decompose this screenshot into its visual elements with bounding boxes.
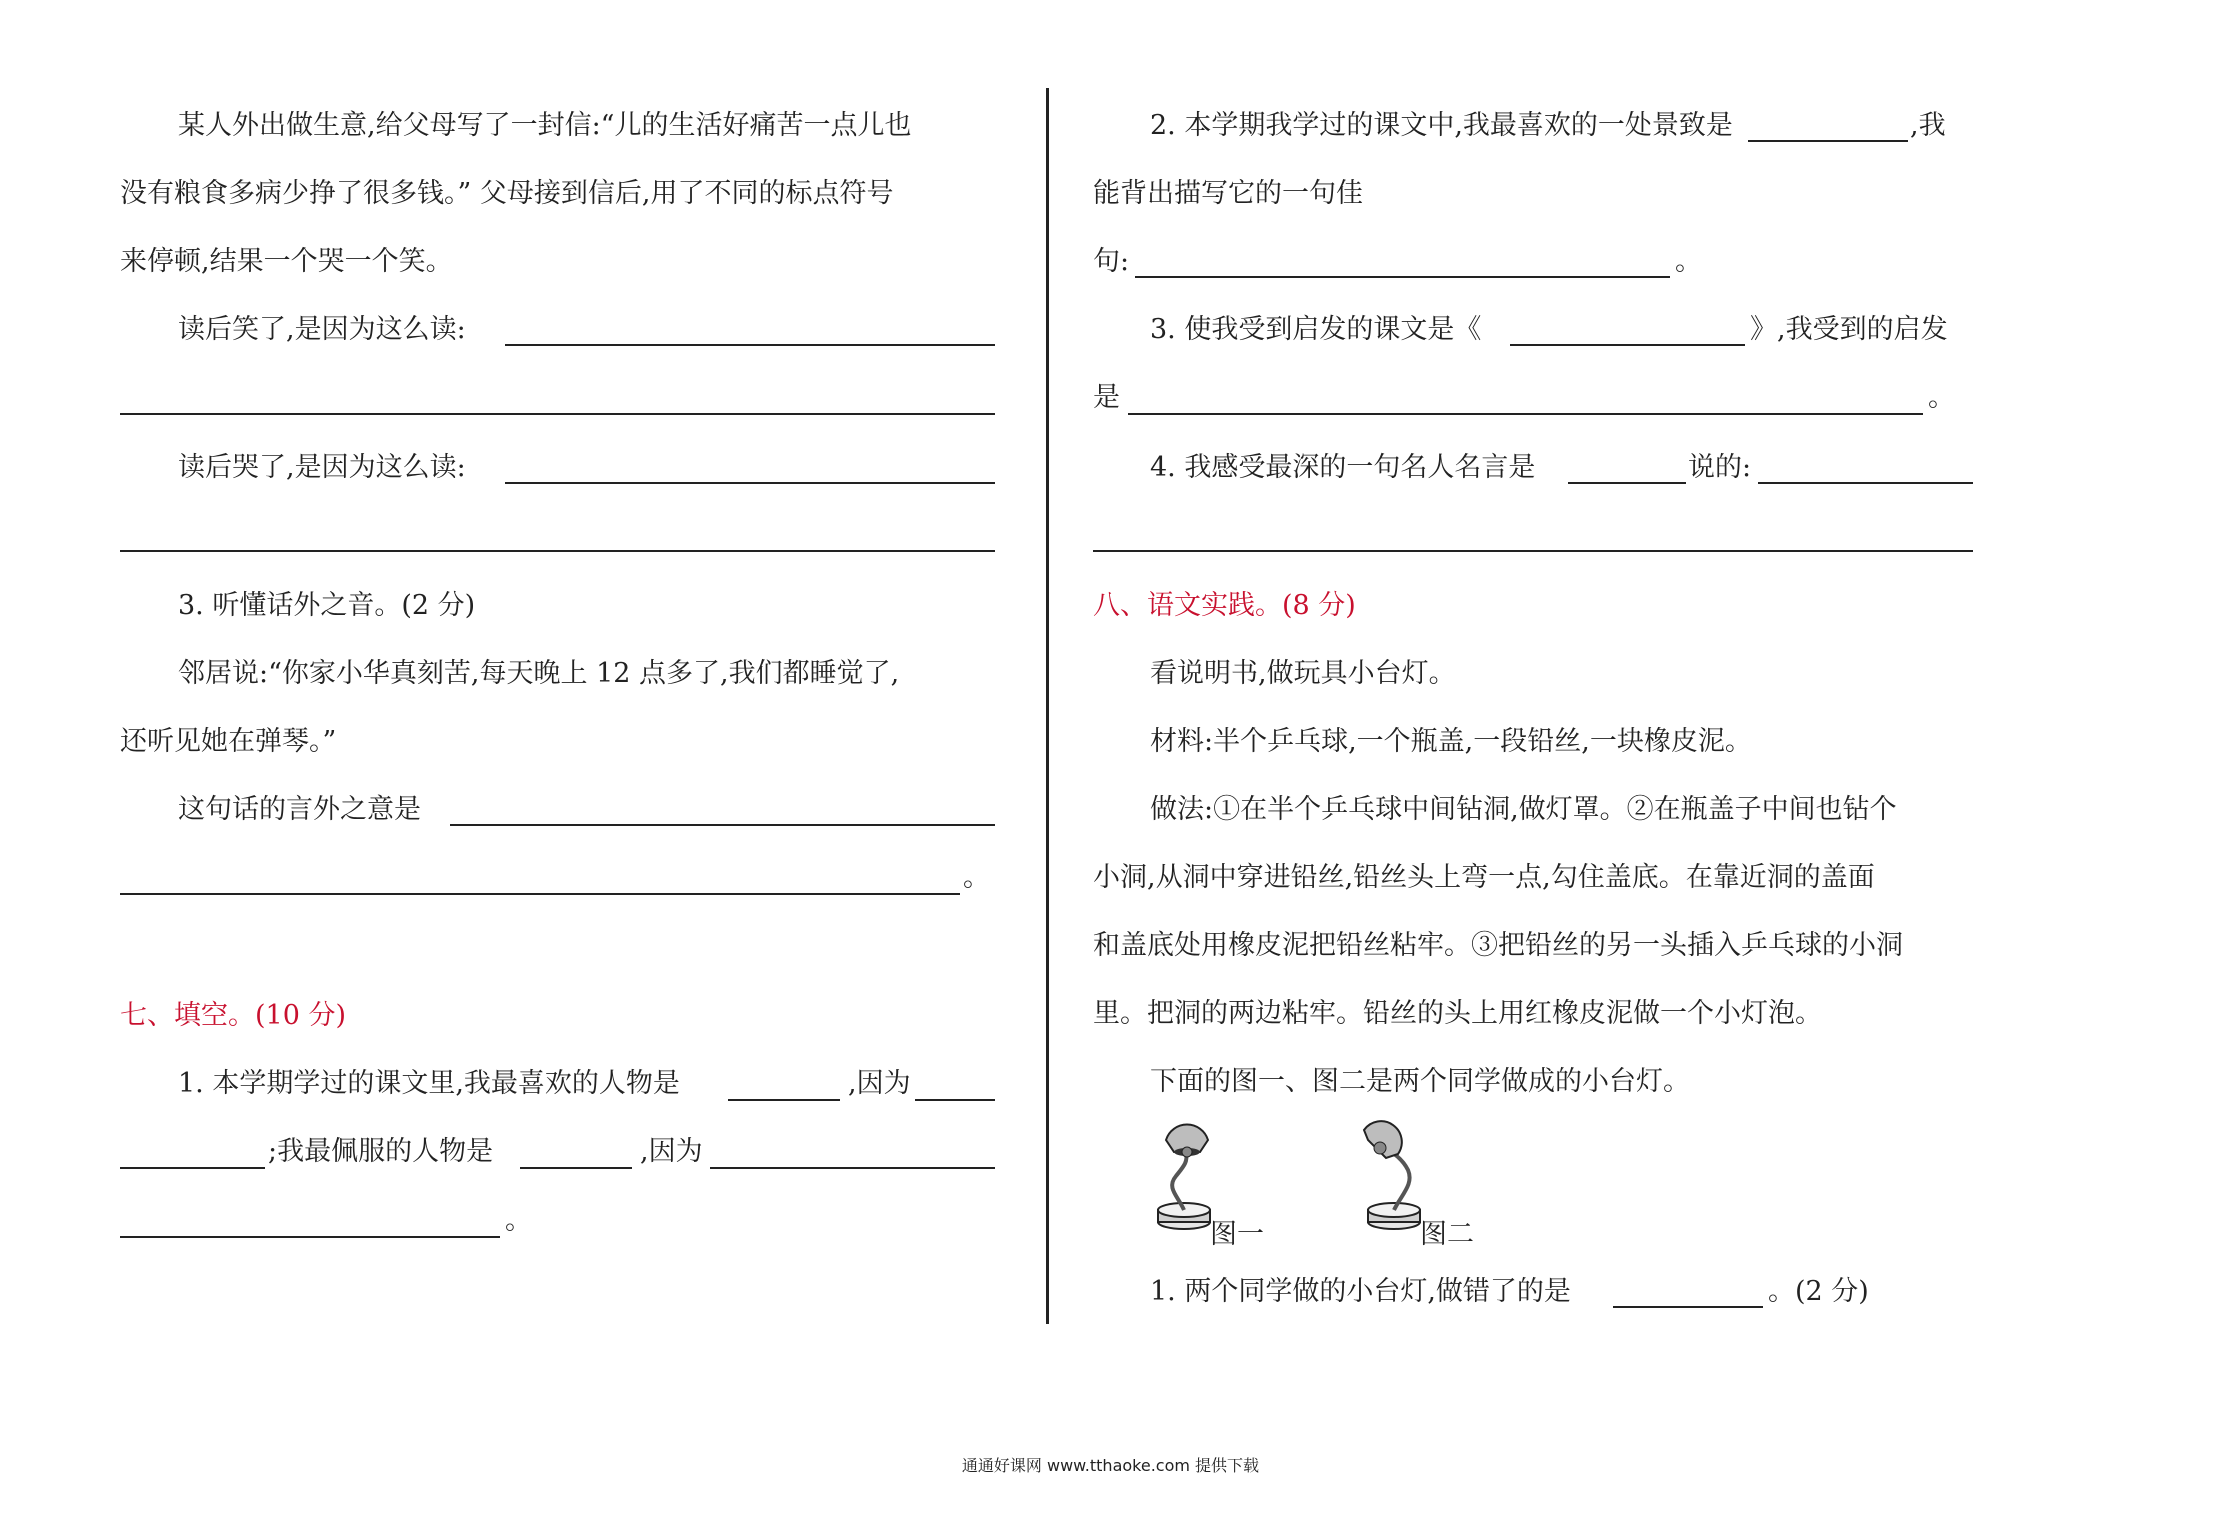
because-label-1: ,因为 [848, 1068, 911, 1099]
inspiration-blank[interactable] [1128, 413, 1923, 415]
method-line-2: 小洞,从洞中穿进铅丝,铅丝头上弯一点,勾住盖底。在靠近洞的盖面 [1093, 862, 1875, 893]
reason-blank-1b[interactable] [120, 1167, 265, 1169]
question-3-suffix: 》,我受到的启发 [1750, 314, 1948, 345]
practice-intro: 看说明书,做玩具小台灯。 [1150, 658, 1456, 689]
question-2-line-2: 能背出描写它的一句佳 [1093, 178, 1363, 209]
story-paragraph-line-1: 某人外出做生意,给父母写了一封信:“儿的生活好痛苦一点儿也 [178, 110, 912, 141]
story-paragraph-line-3: 来停顿,结果一个哭一个笑。 [120, 246, 453, 277]
fill-question-1-text: 1. 本学期学过的课文里,我最喜欢的人物是 [178, 1068, 680, 1099]
cry-reading-label: 读后哭了,是因为这么读: [178, 452, 466, 483]
question-2-text: 2. 本学期我学过的课文中,我最喜欢的一处景致是 [1150, 110, 1733, 141]
method-line-1: 做法:①在半个乒乓球中间钻洞,做灯罩。②在瓶盖子中间也钻个 [1150, 794, 1897, 825]
admired-character-text: ;我最佩服的人物是 [268, 1136, 494, 1167]
figure-1-label: 图一 [1210, 1219, 1264, 1250]
laugh-answer-line-2[interactable] [120, 413, 995, 415]
quote-author-blank[interactable] [1568, 482, 1686, 484]
laugh-answer-line-1[interactable] [505, 344, 995, 346]
quote-blank-2[interactable] [1093, 550, 1973, 552]
question-3-text: 3. 使我受到启发的课文是《 [1150, 314, 1482, 345]
question-2-suffix: ,我 [1910, 110, 1946, 141]
scenery-blank[interactable] [1748, 140, 1908, 142]
period-mark: 。 [1675, 246, 1702, 277]
quote-blank-1[interactable] [1758, 482, 1973, 484]
period-mark: 。 [505, 1205, 532, 1236]
inspiring-text-blank[interactable] [1510, 344, 1745, 346]
lamp-question-1-text: 1. 两个同学做的小台灯,做错了的是 [1150, 1276, 1571, 1307]
question-4-text: 4. 我感受最深的一句名人名言是 [1150, 452, 1536, 483]
section-7-title: 七、填空。(10 分) [120, 1000, 347, 1031]
question-2-line-3: 句: [1093, 246, 1130, 277]
story-paragraph-line-2: 没有粮食多病少挣了很多钱。” 父母接到信后,用了不同的标点符号 [120, 178, 894, 209]
wrong-lamp-blank[interactable] [1613, 1306, 1763, 1308]
method-line-4: 里。把洞的两边粘牢。铅丝的头上用红橡皮泥做一个小灯泡。 [1093, 998, 1822, 1029]
neighbor-quote-line-2: 还听见她在弹琴。” [120, 726, 337, 757]
lamp-question-1-score: 。(2 分) [1768, 1276, 1869, 1307]
reason-blank-2a[interactable] [710, 1167, 995, 1169]
period-mark: 。 [963, 862, 990, 893]
cry-answer-line-2[interactable] [120, 550, 995, 552]
favorite-sentence-blank[interactable] [1135, 276, 1670, 278]
section-8-title: 八、语文实践。(8 分) [1093, 590, 1356, 621]
cry-answer-line-1[interactable] [505, 482, 995, 484]
question-3-line-2: 是 [1093, 382, 1120, 413]
implied-meaning-label: 这句话的言外之意是 [178, 794, 421, 825]
implied-meaning-line-2[interactable] [120, 893, 960, 895]
implied-meaning-line-1[interactable] [450, 824, 995, 826]
question-3-title: 3. 听懂话外之音。(2 分) [178, 590, 476, 621]
neighbor-quote-line-1: 邻居说:“你家小华真刻苦,每天晚上 12 点多了,我们都睡觉了, [178, 658, 900, 689]
period-mark: 。 [1928, 382, 1955, 413]
column-divider [1046, 88, 1049, 1324]
figure-2-label: 图二 [1420, 1219, 1474, 1250]
reason-blank-2b[interactable] [120, 1236, 500, 1238]
figures-intro: 下面的图一、图二是两个同学做成的小台灯。 [1150, 1066, 1690, 1097]
laugh-reading-label: 读后笑了,是因为这么读: [178, 314, 466, 345]
footer-source: 通通好课网 www.tthaoke.com 提供下载 [961, 1456, 1260, 1475]
reason-blank-1a[interactable] [915, 1099, 995, 1101]
materials-text: 材料:半个乒乓球,一个瓶盖,一段铅丝,一块橡皮泥。 [1150, 726, 1752, 757]
method-line-3: 和盖底处用橡皮泥把铅丝粘牢。③把铅丝的另一头插入乒乓球的小洞 [1093, 930, 1903, 961]
said-label: 说的: [1688, 452, 1752, 483]
because-label-2: ,因为 [640, 1136, 703, 1167]
admired-character-blank[interactable] [520, 1167, 632, 1169]
favorite-character-blank[interactable] [728, 1099, 840, 1101]
